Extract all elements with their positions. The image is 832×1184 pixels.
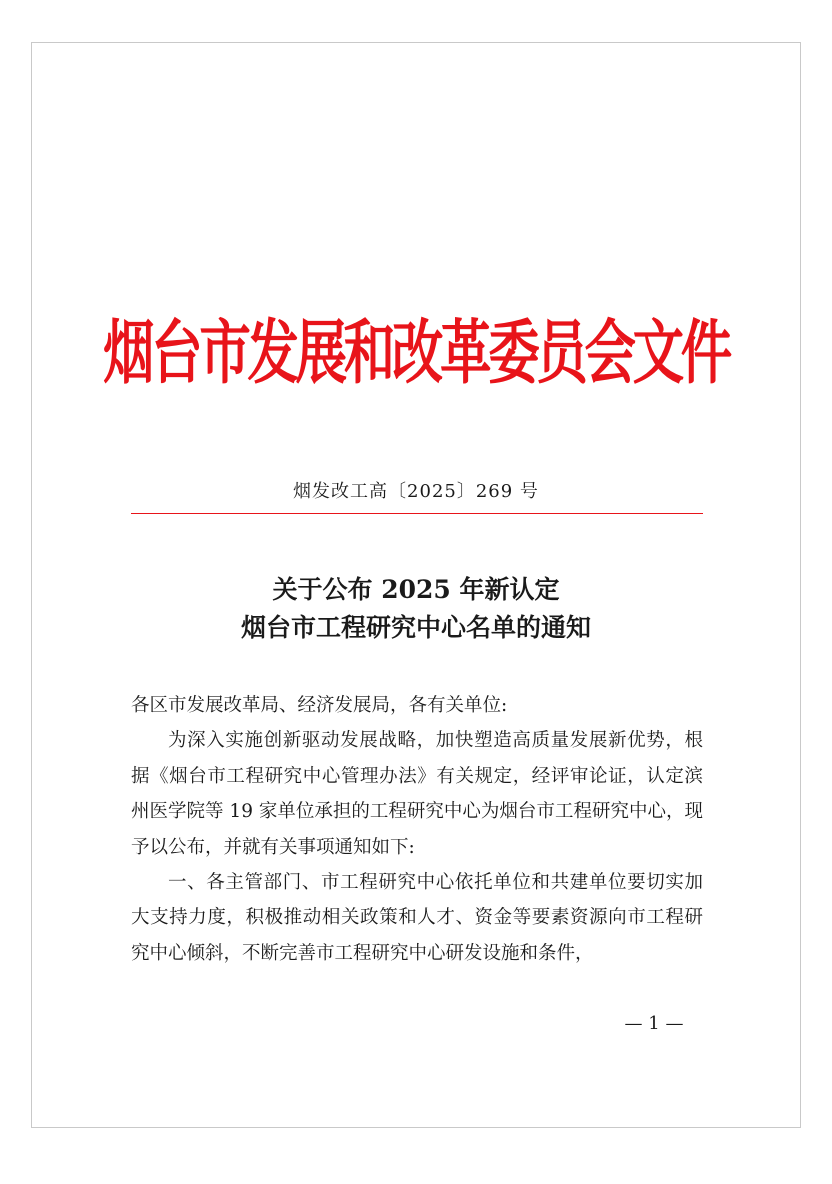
document-title-line-2: 烟台市工程研究中心名单的通知: [240, 613, 591, 642]
red-divider-line: [131, 513, 703, 514]
masthead-title: 烟台市发展和改革委员会文件: [103, 311, 729, 394]
document-title-line-1: 关于公布 2025 年新认定: [272, 575, 560, 604]
page-number: — 1 —: [624, 1013, 684, 1034]
body-paragraph-1: 为深入实施创新驱动发展战略，加快塑造高质量发展新优势，根据《烟台市工程研究中心管理办法》有关规定，经评审论证，认定滨州医学院等 19 家单位承担的工程研究中心为烟台市工程研究中心，现予以公布，并就有关事项通知如下:: [131, 730, 703, 858]
salutation: 各区市发展改革局、经济发展局，各有关单位:: [131, 695, 508, 716]
document-number: 烟发改工高〔2025〕269 号: [293, 481, 539, 502]
document-title: [0, 571, 832, 647]
document-body: [131, 688, 703, 971]
body-paragraph-2: 一、各主管部门、市工程研究中心依托单位和共建单位要切实加大支持力度，积极推动相关政策和人才、资金等要素资源向市工程研究中心倾斜，不断完善市工程研究中心研发设施和条件，: [131, 872, 703, 964]
